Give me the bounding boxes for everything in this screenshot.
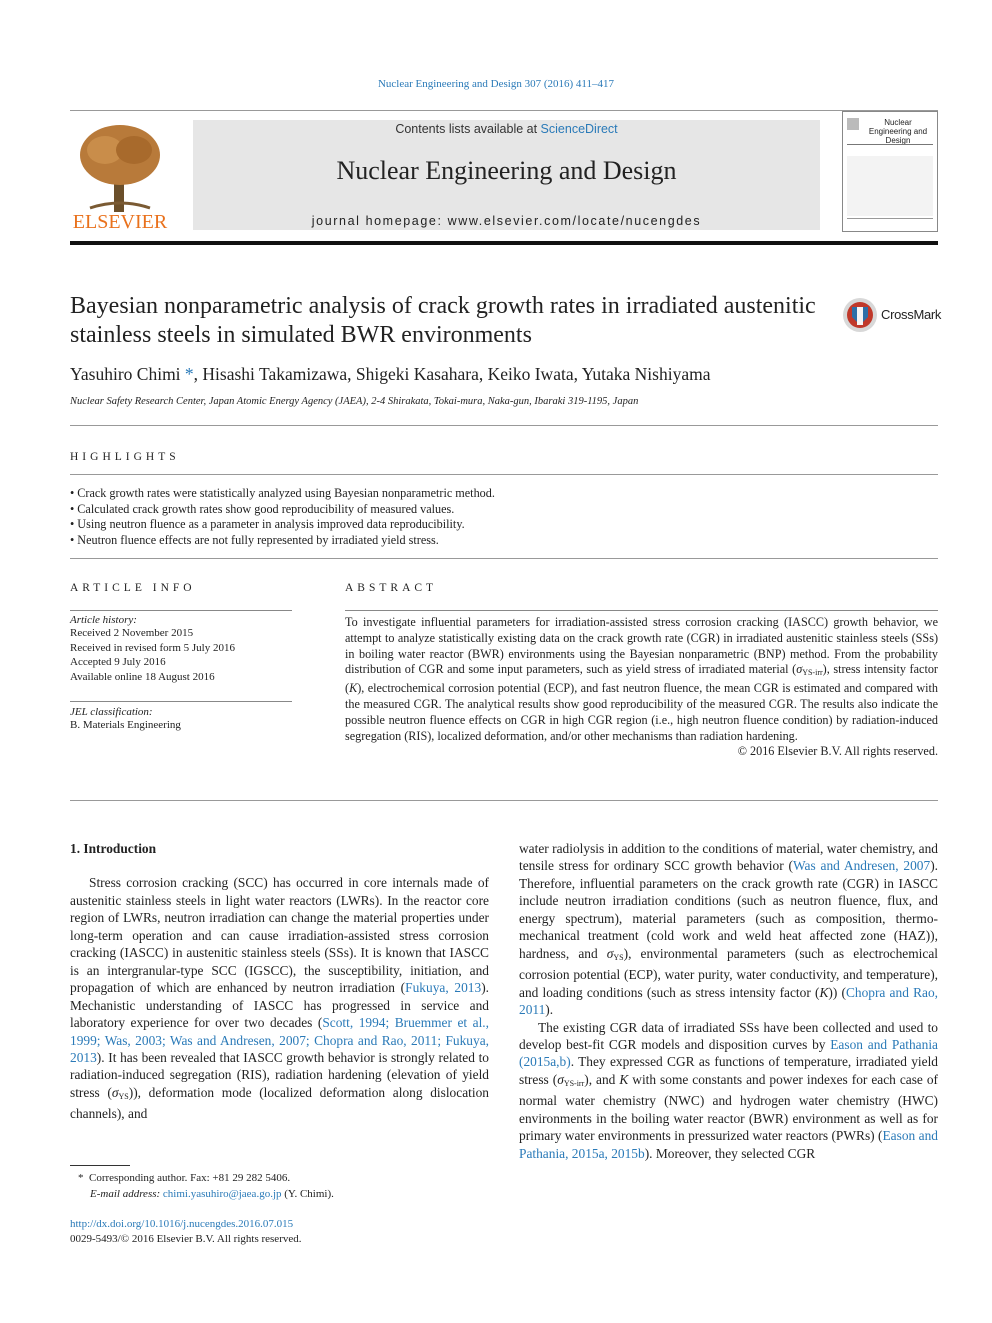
sub-ys: YS: [613, 952, 624, 962]
author-list: [70, 364, 711, 385]
body-right-column: [519, 840, 938, 1162]
history-received: Received 2 November 2015: [70, 627, 194, 639]
k-symbol: K: [349, 681, 358, 696]
elsevier-tree-icon: [70, 120, 170, 232]
sciencedirect-link[interactable]: ScienceDirect: [540, 122, 618, 136]
intro-right-text-2: ). Therefore, influential parameters on the crack growth rate (CGR) in IASCC include neutron irradiation conditions (such as neutron fluence, flux, and energy spectrum), material parameters (such as composition, thermo-mechanical treatment (cold work and weld heat affected zone (HAZ)), hardness, and: [519, 858, 938, 961]
highlight-item: • Crack growth rates were statistically analyzed using Bayesian nonparametric method.: [70, 486, 938, 502]
abstract-rule: [345, 610, 938, 611]
k-symbol: K: [819, 984, 829, 1000]
intro-right-text-7: . They expressed CGR as functions of temperature, irradiated yield stress (: [519, 1054, 938, 1087]
crossmark-badge[interactable]: [842, 297, 942, 333]
sub-ys-irr: YS-irr: [802, 668, 823, 678]
rule-after-abstract: [70, 800, 938, 801]
rule-before-highlights: [70, 425, 938, 426]
sigma-symbol: σ: [606, 945, 614, 961]
highlight-item: • Using neutron fluence as a parameter in analysis improved data reproducibility.: [70, 517, 938, 533]
intro-right-text-4: )) (: [828, 984, 846, 1000]
intro-right-text-9: with some constants and power indexes for each case of normal water chemistry (NWC) and hydrogen water chemistry (HWC) environments in the boiling water reactor (BWR) environment as well as for primary water environments in pressurized water reactors (PWRs) (: [519, 1071, 938, 1144]
abstract-copyright: © 2016 Elsevier B.V. All rights reserved.: [737, 744, 938, 759]
citation-link[interactable]: Was and Andresen, 2007: [792, 858, 931, 874]
journal-cover-thumbnail: [842, 111, 938, 232]
cover-rule: [847, 144, 933, 145]
header-rule: [70, 110, 938, 111]
author-first: Yasuhiro Chimi: [70, 364, 181, 384]
cover-logo-icon: [847, 118, 859, 130]
issn-copyright: 0029-5493/© 2016 Elsevier B.V. All rights reserved.: [70, 1233, 302, 1245]
crossmark-label: CrossMark: [881, 307, 942, 322]
intro-text-2: ). Mechanistic understanding of IASCC has progressed in service and laboratory experience for over two decades (: [70, 980, 490, 1031]
article-info-heading: ARTICLE INFO: [70, 582, 196, 594]
rule-highlights-top: [70, 474, 938, 475]
history-online: Available online 18 August 2016: [70, 670, 215, 683]
sigma-symbol: σ: [796, 662, 803, 677]
intro-paragraph-1-cont: [519, 840, 938, 1019]
article-history: [70, 614, 292, 684]
header-thick-rule: [70, 241, 938, 245]
citation-link[interactable]: Fukuya, 2013: [405, 980, 482, 996]
citation-link[interactable]: Eason and Pathania (2015a,b): [519, 1036, 938, 1070]
citation-link[interactable]: Chopra and Rao, 2011: [519, 984, 938, 1018]
citation-link[interactable]: Scott, 1994; Bruemmer et al., 1999; Was, 2003; Was and Andresen, 2007; Chopra and Rao, 2011; Fukuya, 2013: [70, 1015, 489, 1065]
intro-text-4: )), deformation mode (localized deformation along dislocation channels), and: [70, 1084, 489, 1122]
elsevier-logo: [70, 120, 170, 232]
article-title: Bayesian nonparametric analysis of crack growth rates in irradiated austenitic stainless steels in simulated BWR environments: [70, 293, 816, 348]
abstract-body: [345, 615, 938, 760]
intro-right-text-10: ). Moreover, they selected CGR: [644, 1145, 816, 1161]
jel-rule: [70, 701, 292, 702]
sigma-symbol: σ: [111, 1084, 119, 1100]
intro-right-text-3: ), environmental parameters (such as electrochemical corrosion potential (ECP), water purity, water conductivity, and temperature), and loading conditions (such as stress intensity factor (: [519, 945, 938, 1000]
cover-title: Nuclear Engineering and Design: [868, 118, 928, 145]
doi-link[interactable]: http://dx.doi.org/10.1016/j.nucengdes.2016.07.015: [70, 1218, 294, 1230]
author-rest: , Hisashi Takamizawa, Shigeki Kasahara, Keiko Iwata, Yutaka Nishiyama: [193, 364, 711, 384]
body-left-column: [70, 840, 489, 1123]
crossmark-icon: [842, 297, 878, 333]
abstract-text-2: ), stress intensity factor (: [345, 662, 938, 696]
highlight-item: • Calculated crack growth rates show good reproducibility of measured values.: [70, 502, 938, 518]
highlights-list: [70, 486, 938, 548]
cover-body: [847, 156, 933, 216]
footnote: [78, 1170, 498, 1202]
email-link[interactable]: chimi.yasuhiro@jaea.go.jp: [162, 1188, 282, 1200]
highlight-item: • Neutron fluence effects are not fully represented by irradiated yield stress.: [70, 533, 938, 549]
journal-homepage[interactable]: journal homepage: www.elsevier.com/locate/nucengdes: [311, 214, 702, 228]
corresponding-author-mark[interactable]: *: [184, 364, 194, 384]
abstract-text-1: To investigate influential parameters for irradiation-assisted stress corrosion cracking (IASCC) growth behavior, we attempt to analyze statistically existing data on the crack growth rate (CGR) in irradiated austenitic stainless steels (SSs) in boiling water reactor (BWR) environments using the Bayesian nonparametric (BNP) method. From the probability distribution of CGR and some input parameters, such as yield stress of irradiated material (: [345, 615, 938, 677]
abstract-text-3: ), electrochemical corrosion potential (ECP), and fast neutron fluence, the mean CGR is estimated and compared with the measured CGR. The analytical results show good reproducibility of the measured CGR. The results also indicate the possible neutron fluence effects on CGR in high CGR region (i.e., high neutron fluence condition) by radiation-induced segregation (RIS), localized deformation, and/or other mechanisms than radiation hardening.: [345, 681, 938, 743]
jel-label: JEL classification:: [70, 706, 153, 718]
highlights-heading: HIGHLIGHTS: [70, 451, 180, 463]
corresponding-author-note: [78, 1170, 498, 1186]
history-revised: Received in revised form 5 July 2016: [70, 641, 235, 654]
footnote-corresponding: Corresponding author. Fax: +81 29 282 5406.: [89, 1172, 291, 1184]
sub-ys-irr: YS-irr: [563, 1078, 585, 1088]
intro-right-text-8: ), and: [584, 1071, 620, 1087]
intro-text-3: ). It has been revealed that IASCC growth behavior is strongly related to radiation-induced segregation (RIS), radiation hardening (elevation of yield stress (: [70, 1049, 489, 1100]
intro-paragraph-1: [70, 874, 489, 1122]
email-line: [78, 1186, 498, 1202]
intro-text-1: Stress corrosion cracking (SCC) has occurred in core internals made of austenitic stainless steels in light water reactors (LWRs). In the reactor core region of LWRs, neutron irradiation can change the material properties under long-term operation and can cause irradiation-assisted stress corrosion cracking (IASCC) in austenitic stainless steels (SSs). It is known that IASCC is an intergranular-type SCC (IGSCC), the susceptibility, initiation, and propagation of which are enhanced by neutron irradiation (: [70, 875, 489, 996]
email-label: E-mail address:: [90, 1188, 161, 1200]
citation-link[interactable]: Eason and Pathania, 2015a, 2015b: [519, 1128, 938, 1161]
cover-footer-rule: [847, 218, 933, 219]
k-symbol: K: [619, 1071, 629, 1087]
section-heading-introduction: 1. Introduction: [70, 841, 157, 856]
affiliation: Nuclear Safety Research Center, Japan Atomic Energy Agency (JAEA), 2-4 Shirakata, Tokai-mura, Naka-gun, Ibaraki 319-1195, Japan: [70, 396, 639, 407]
contents-line: [193, 122, 820, 136]
journal-title: Nuclear Engineering and Design: [336, 156, 677, 185]
jel-classification: [70, 706, 292, 733]
rule-highlights-bottom: [70, 558, 938, 559]
contents-prefix: Contents lists available at: [395, 122, 541, 136]
article-history-label: Article history:: [70, 614, 137, 626]
sigma-symbol: σ: [557, 1071, 564, 1087]
email-suffix: (Y. Chimi).: [281, 1188, 334, 1200]
journal-banner: [193, 120, 820, 230]
article-info-rule: [70, 610, 292, 611]
intro-right-text-6: The existing CGR data of irradiated SSs have been collected and used to develop best-fit CGR models and disposition curves by: [519, 1019, 938, 1052]
history-accepted: Accepted 9 July 2016: [70, 656, 166, 668]
intro-right-text-1: water radiolysis in addition to the conditions of material, water chemistry, and tensile stress for ordinary SCC growth behavior (: [519, 841, 938, 874]
intro-right-text-5: ).: [545, 1002, 554, 1018]
jel-value: B. Materials Engineering: [70, 719, 181, 731]
intro-paragraph-2: [519, 1019, 938, 1163]
elsevier-wordmark: ELSEVIER: [72, 211, 168, 232]
journal-citation[interactable]: Nuclear Engineering and Design 307 (2016) 411–417: [377, 78, 615, 90]
abstract-heading: ABSTRACT: [345, 582, 438, 594]
footnote-rule: [70, 1165, 130, 1166]
footnote-mark: *: [78, 1172, 84, 1184]
sub-ys: YS: [118, 1091, 129, 1101]
